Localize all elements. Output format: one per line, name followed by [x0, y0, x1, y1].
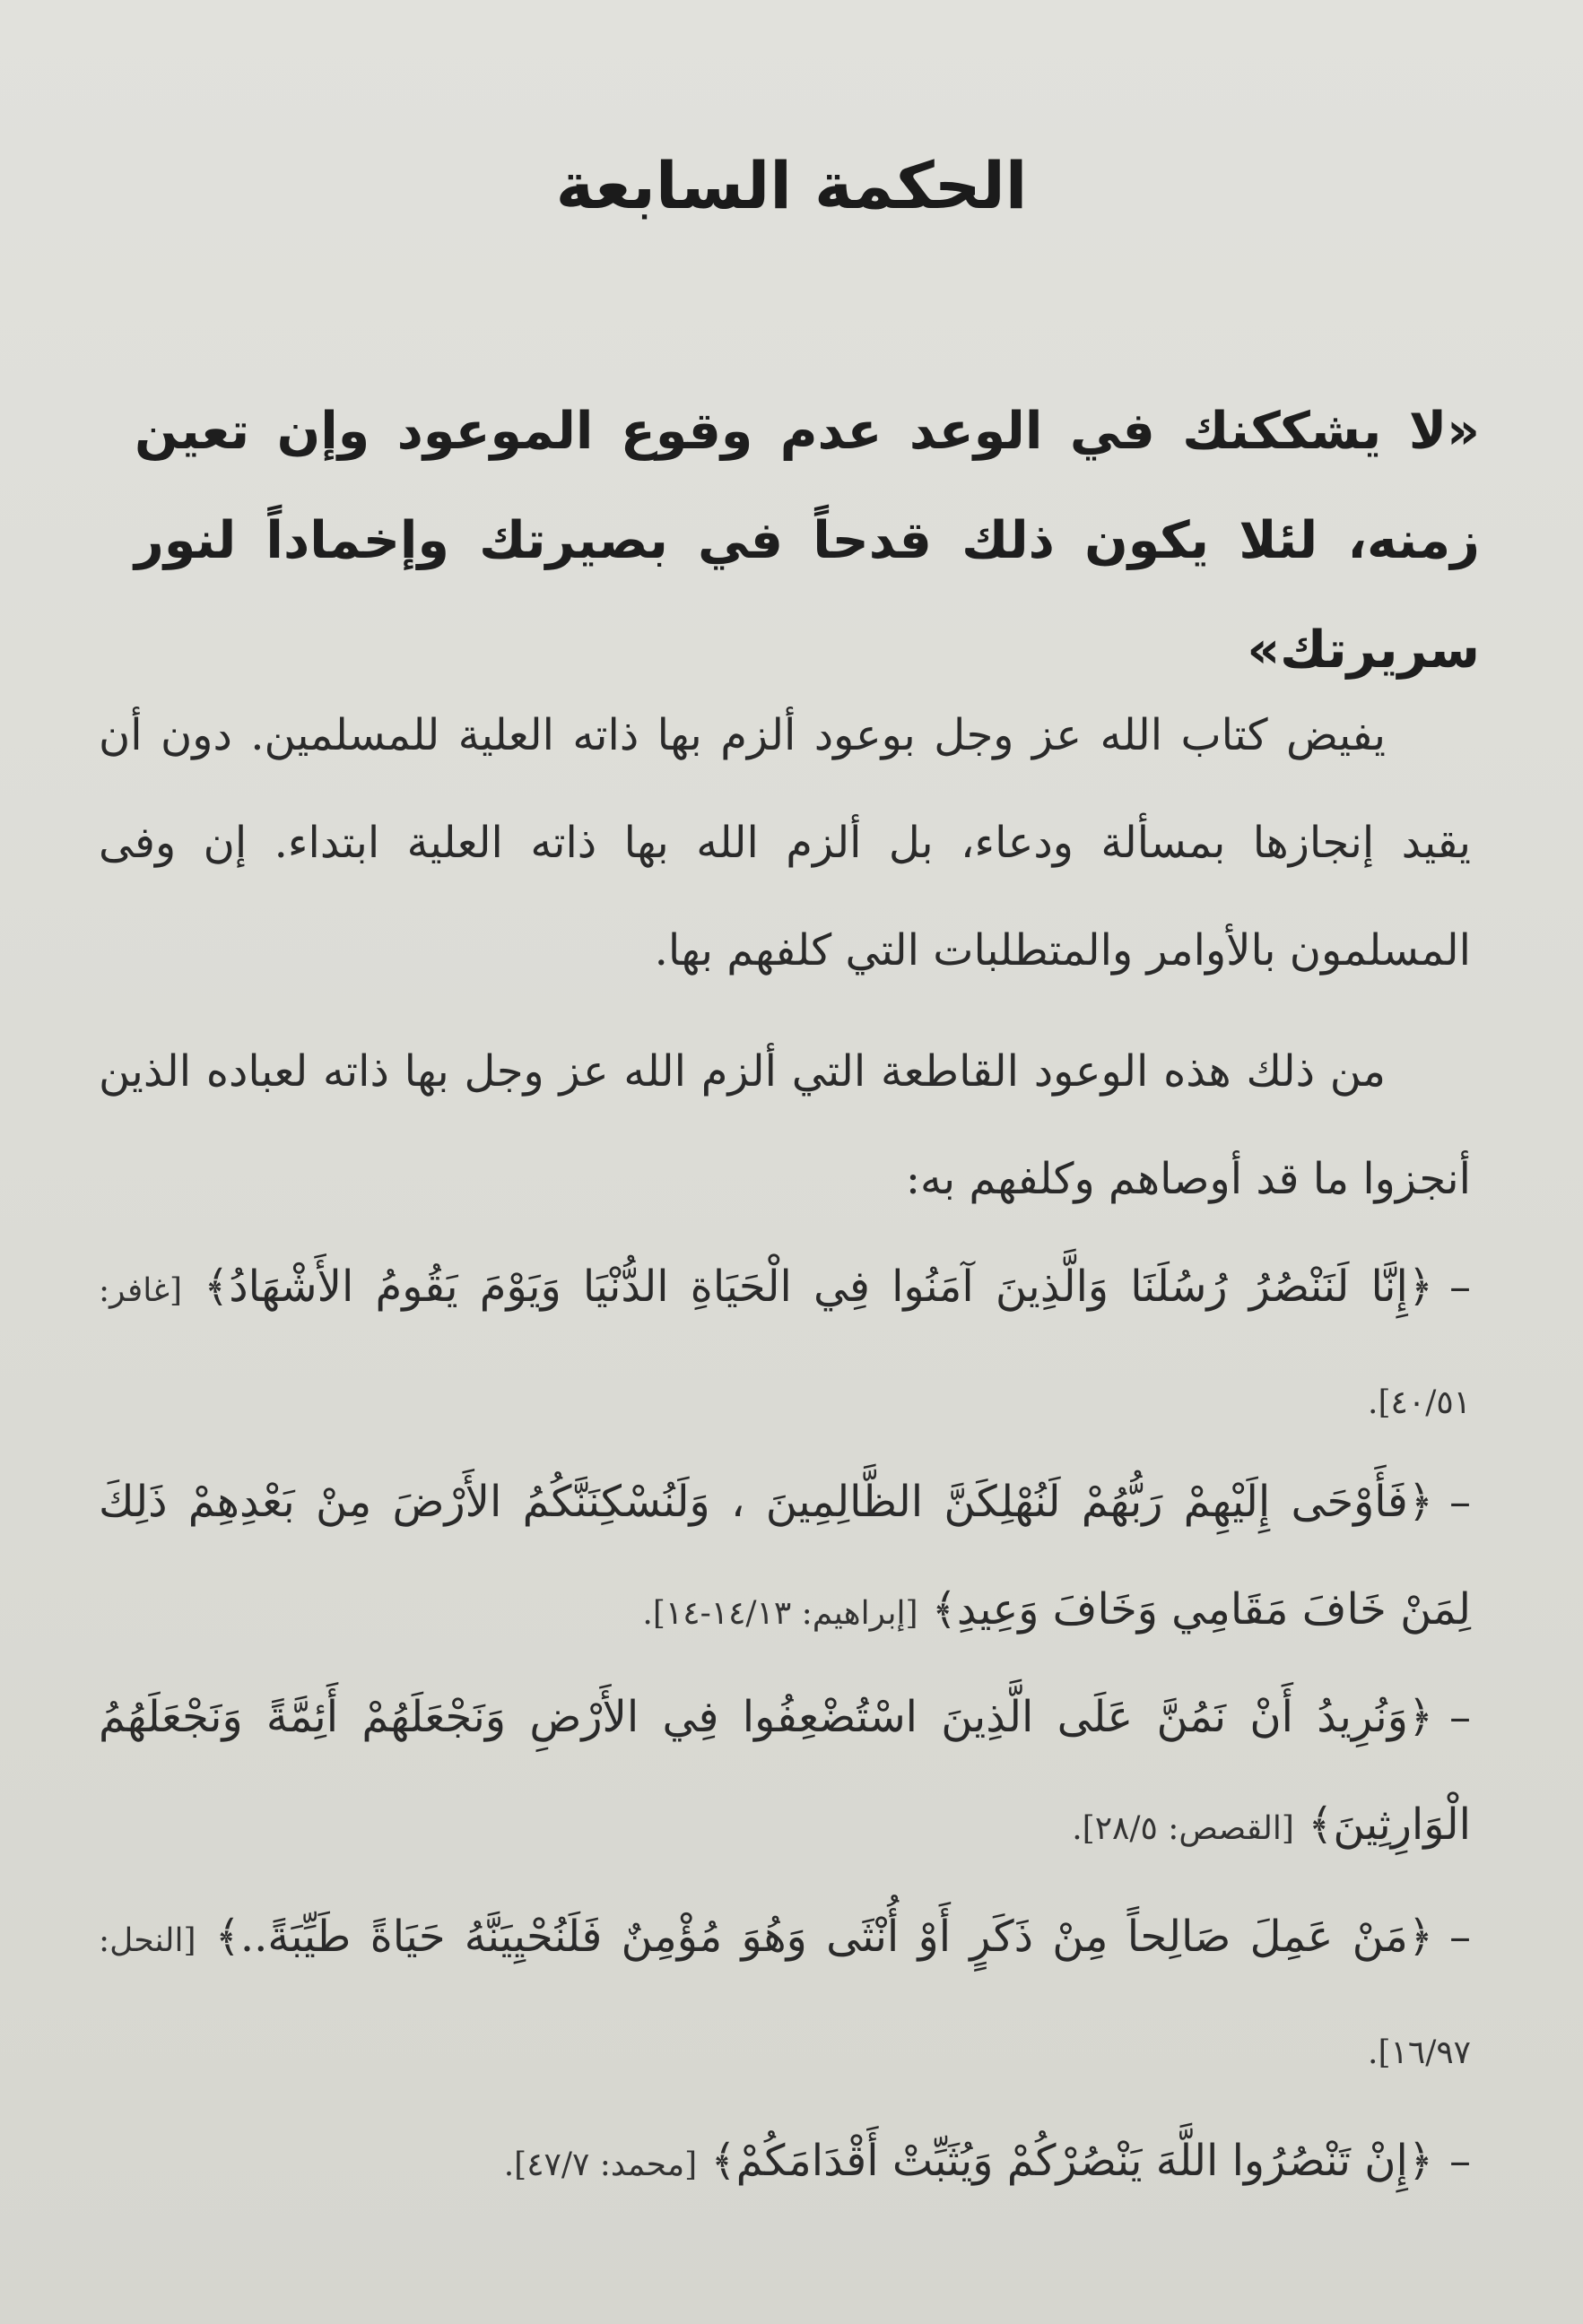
verse-item-5 [99, 2107, 1471, 2219]
verse-dash: – [1449, 1692, 1471, 1742]
verse-dash: – [1449, 1477, 1471, 1527]
verse-reference: [غافر: ٤٠/٥١]. [99, 1272, 1471, 1421]
body-paragraph-2: من ذلك هذه الوعود القاطعة التي ألزم الله عز وجل بها ذاته لعباده الذين أنجزوا ما قد أوصاهم وكلفهم به: [99, 1046, 1471, 1204]
verse-item-2 [99, 1448, 1471, 1668]
verse-item-3 [99, 1663, 1471, 1883]
verse-text: ﴿فَأَوْحَى إِلَيْهِمْ رَبُّهُمْ لَنُهْلِكَنَّ الظَّالِمِينَ ، وَلَنُسْكِنَنَّكُمُ الأَرْضَ مِنْ بَعْدِهِمْ ذَلِكَ لِمَنْ خَافَ مَقَامِي وَخَافَ وَعِيدِ﴾ [99, 1477, 1471, 1635]
verse-dash: – [1449, 1912, 1472, 1962]
verse-reference: [إبراهيم: ١٤/١٣-١٤]. [642, 1595, 918, 1632]
verse-text: ﴿إِنْ تَنْصُرُوا اللَّهَ يَنْصُرْكُمْ وَيُثَبِّتْ أَقْدَامَكُمْ﴾ [710, 2136, 1433, 2186]
verse-text: ﴿إِنَّا لَنَنْصُرُ رُسُلَنَا وَالَّذِينَ آمَنُوا فِي الْحَيَاةِ الدُّنْيَا وَيَوْمَ يَقُومُ الأَشْهَادُ﴾ [204, 1262, 1433, 1312]
verse-text: ﴿وَنُرِيدُ أَنْ نَمُنَّ عَلَى الَّذِينَ اسْتُضْعِفُوا فِي الأَرْضِ وَنَجْعَلَهُمْ أَئِمَّةً وَنَجْعَلَهُمُ الْوَارِثِينَ﴾ [99, 1692, 1471, 1850]
verse-reference: [النحل: ١٦/٩٧]. [99, 1922, 1471, 2071]
chapter-title: الحكمة السابعة [555, 148, 1028, 223]
verse-item-4 [99, 1883, 1471, 2107]
verse-reference: [محمد: ٤٧/٧]. [503, 2146, 698, 2183]
verse-text: ﴿مَنْ عَمِلَ صَالِحاً مِنْ ذَكَرٍ أَوْ أُنْثَى وَهُوَ مُؤْمِنٌ فَلَنُحْيِيَنَّهُ حَيَاةً طَيِّبَةً..﴾ [214, 1912, 1434, 1962]
verse-reference: [القصص: ٢٨/٥]. [1072, 1810, 1294, 1847]
verse-item-1 [99, 1233, 1471, 1457]
wisdom-quote: «لا يشككنك في الوعد عدم وقوع الموعود وإن تعين زمنه، لئلا يكون ذلك قدحاً في بصيرتك وإخماداً لنور سريرتك» [135, 402, 1480, 680]
verse-dash: – [1449, 1262, 1471, 1312]
body-paragraph-1: يفيض كتاب الله عز وجل بوعود ألزم بها ذاته العلية للمسلمين. دون أن يقيد إنجازها بمسألة ودعاء، بل ألزم الله بها ذاته العلية ابتداء. إن وفى المسلمون بالأوامر والمتطلبات التي كلفهم بها. [99, 710, 1471, 976]
verse-dash: – [1449, 2136, 1471, 2186]
